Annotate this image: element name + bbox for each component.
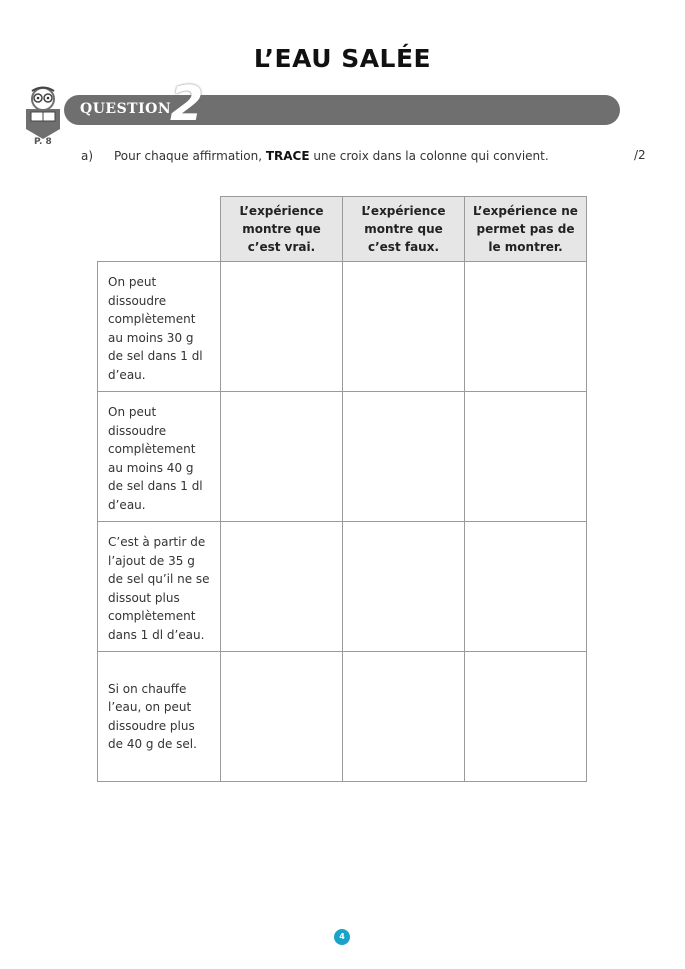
answer-cell-false[interactable] (343, 392, 465, 522)
answer-cell-true[interactable] (221, 522, 343, 652)
question-label: QUESTION (80, 101, 172, 117)
column-header-true: L’expérience montre que c’est vrai. (221, 197, 343, 262)
table-header-row (98, 197, 587, 262)
answer-cell-false[interactable] (343, 262, 465, 392)
statement-cell: On peut dissoudre complètement au moins 40 g de sel dans 1 dl d’eau. (98, 392, 221, 522)
page-number-badge: 4 (334, 929, 350, 945)
table-row (98, 522, 587, 652)
table-row (98, 392, 587, 522)
statement-cell: Si on chauffe l’eau, on peut dissoudre plus de 40 g de sel. (98, 652, 221, 782)
answer-table (97, 196, 587, 782)
answer-cell-true[interactable] (221, 262, 343, 392)
answer-cell-true[interactable] (221, 652, 343, 782)
statement-cell: On peut dissoudre complètement au moins 30 g de sel dans 1 dl d’eau. (98, 262, 221, 392)
question-number: 2 (170, 76, 204, 132)
instruction-verb: TRACE (265, 149, 310, 163)
page-title: L’EAU SALÉE (253, 44, 432, 73)
table-row (98, 262, 587, 392)
answer-cell-undetermined[interactable] (465, 392, 587, 522)
column-header-undetermined: L’expérience ne permet pas de le montrer. (465, 197, 587, 262)
page-reference: P. 8 (34, 137, 52, 147)
answer-cell-false[interactable] (343, 652, 465, 782)
statement-cell: C’est à partir de l’ajout de 35 g de sel qu’il ne se dissout plus complètement dans 1 dl d’eau. (98, 522, 221, 652)
instruction-letter: a) (81, 149, 94, 163)
answer-cell-undetermined[interactable] (465, 262, 587, 392)
score-box: /2 (634, 148, 646, 162)
answer-cell-true[interactable] (221, 392, 343, 522)
mascot-reading-icon (24, 85, 62, 139)
instruction-text: Pour chaque affirmation, TRACE une croix dans la colonne qui convient. (114, 149, 549, 163)
header-empty-cell (98, 197, 221, 262)
answer-cell-false[interactable] (343, 522, 465, 652)
answer-cell-undetermined[interactable] (465, 522, 587, 652)
table-row (98, 652, 587, 782)
column-header-false: L’expérience montre que c’est faux. (343, 197, 465, 262)
answer-cell-undetermined[interactable] (465, 652, 587, 782)
